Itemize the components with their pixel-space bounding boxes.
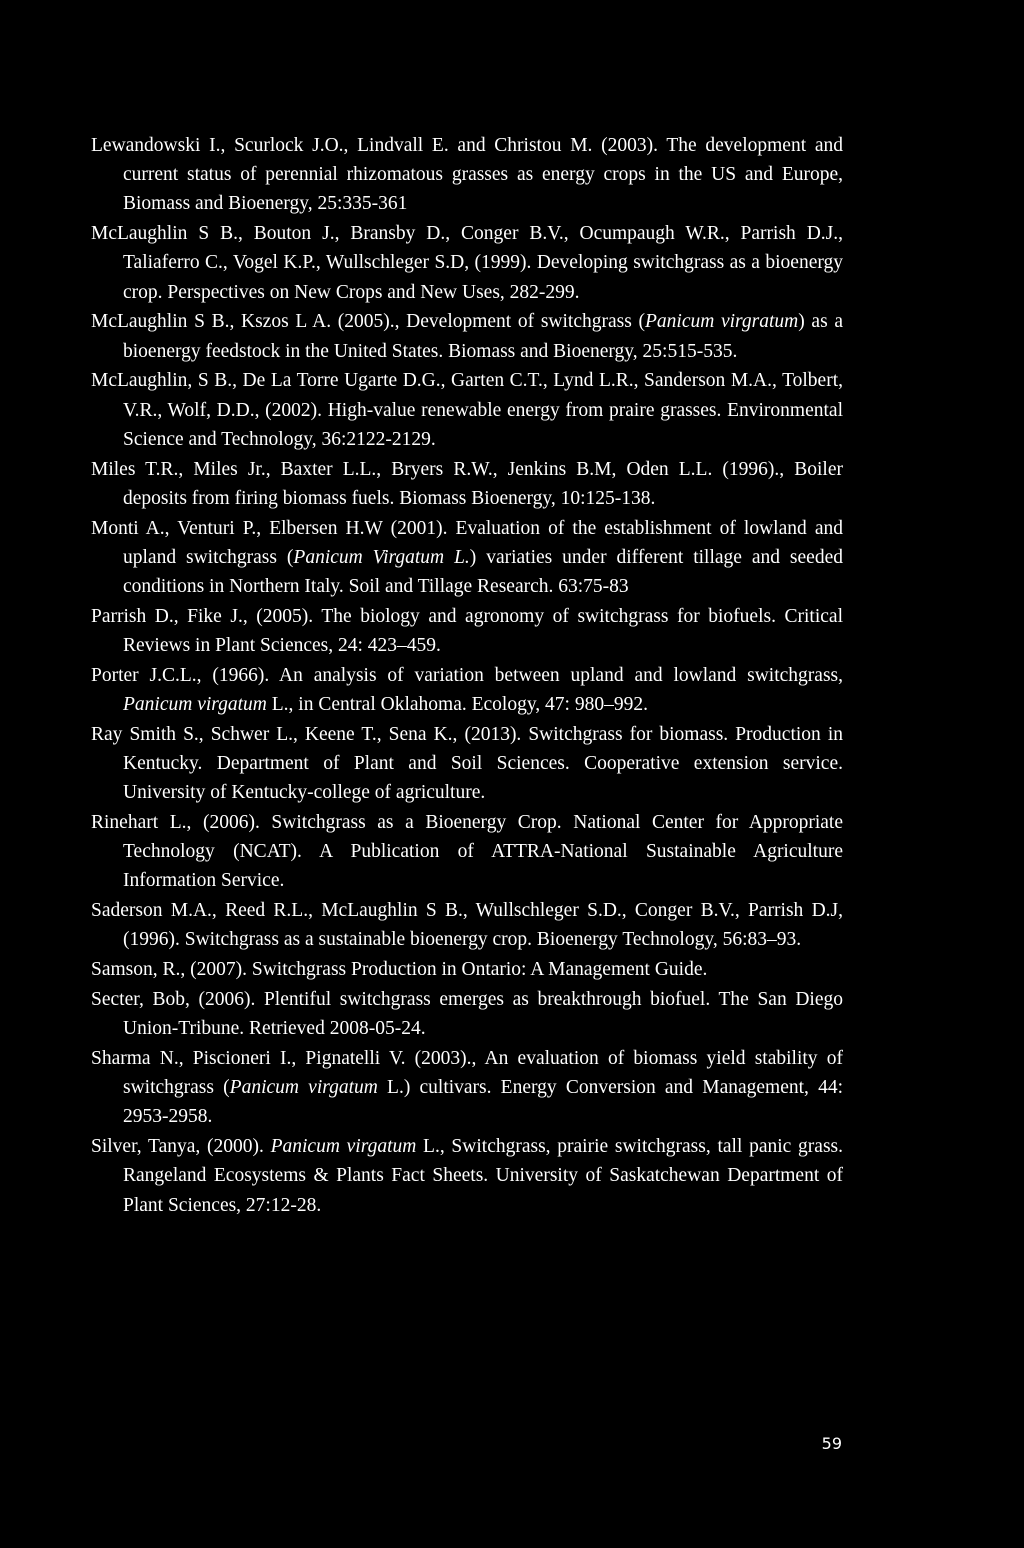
reference-entry [91,955,843,984]
reference-text: ) as a bioenergy feedstock in the United States. Biomass and Bioenergy, 25:515-535. [123,311,844,362]
reference-entry [91,1132,843,1220]
reference-text: Secter, Bob, (2006). Plentiful switchgrass emerges as breakthrough biofuel. The San Diego Union-Tribune. Retrieved 2008-05-24. [91,989,843,1040]
reference-text: Samson, R., (2007). Switchgrass Production in Ontario: A Management Guide. [91,959,708,981]
reference-italic-text: Panicum Virgatum L. [293,546,470,568]
reference-text: L., in Central Oklahoma. Ecology, 47: 980–992. [266,694,648,716]
reference-italic-text: Panicum virgratum [644,311,799,333]
reference-entry [91,307,843,365]
reference-entry [91,514,843,602]
reference-entry [91,896,843,954]
reference-text: Porter J.C.L., (1966). An analysis of variation between upland and lowland switchgrass, [91,664,843,686]
reference-list [91,131,843,1220]
reference-entry [91,219,843,307]
reference-italic-text: Panicum virgatum [123,694,267,716]
reference-text: Lewandowski I., Scurlock J.O., Lindvall E. and Christou M. (2003). The development and current status of perennial rhizomatous grasses as energy crops in the US and Europe, Biomass and Bioenergy, 25:335-361 [91,135,843,215]
reference-entry [91,455,843,513]
reference-text: L., Switchgrass, prairie switchgrass, tall panic grass. Rangeland Ecosystems & Plants Fact Sheets. University of Saskatchewan Department of Plant Sciences, 27:12-28. [123,1136,843,1216]
reference-text: Rinehart L., (2006). Switchgrass as a Bioenergy Crop. National Center for Appropriate Technology (NCAT). A Publication of ATTRA-National Sustainable Agriculture Information Service. [91,812,843,892]
reference-entry [91,366,843,454]
reference-text: L.) cultivars. Energy Conversion and Management, 44: 2953-2958. [123,1077,843,1128]
reference-entry [91,602,843,660]
reference-text: Miles T.R., Miles Jr., Baxter L.L., Bryers R.W., Jenkins B.M, Oden L.L. (1996)., Boiler deposits from firing biomass fuels. Biomass Bioenergy, 10:125-138. [91,458,843,509]
reference-text: Silver, Tanya, (2000). [91,1136,271,1158]
reference-text: Saderson M.A., Reed R.L., McLaughlin S B., Wullschleger S.D., Conger B.V., Parrish D.J, (1996). Switchgrass as a sustainable bioenergy crop. Bioenergy Technology, 56:83–93. [91,900,843,951]
reference-text: Parrish D., Fike J., (2005). The biology and agronomy of switchgrass for biofuels. Critical Reviews in Plant Sciences, 24: 423–459. [91,605,843,657]
reference-text: McLaughlin S B., Bouton J., Bransby D., Conger B.V., Ocumpaugh W.R., Parrish D.J., Taliaferro C., Vogel K.P., Wullschleger S.D, (1999). Developing switchgrass as a bioenergy crop. Perspectives on New Crops and New Uses, 282-299. [91,223,843,303]
page-number: 59 [821,1434,842,1453]
reference-text: ) variaties under different tillage and seeded conditions in Northern Italy. Soil and Tillage Research. 63:75-83 [123,546,843,598]
reference-italic-text: Panicum virgatum [229,1077,378,1099]
reference-entry [91,808,843,896]
reference-text: McLaughlin, S B., De La Torre Ugarte D.G., Garten C.T., Lynd L.R., Sanderson M.A., Tolbert, V.R., Wolf, D.D., (2002). High-value renewable energy from praire grasses. Environmental Science and Technology, 36:2122-2129. [91,370,843,450]
reference-entry [91,985,843,1043]
reference-text: McLaughlin S B., Kszos L A. (2005)., Development of switchgrass ( [91,311,645,333]
reference-entry [91,720,843,808]
reference-text: Sharma N., Piscioneri I., Pignatelli V. (2003)., An evaluation of biomass yield stability of switchgrass ( [91,1048,843,1099]
reference-entry [91,131,843,219]
reference-entry [91,661,843,719]
reference-entry [91,1044,843,1132]
reference-text: Monti A., Venturi P., Elbersen H.W (2001). Evaluation of the establishment of lowland and upland switchgrass ( [91,517,843,568]
reference-italic-text: Panicum virgatum [270,1136,417,1158]
reference-text: Ray Smith S., Schwer L., Keene T., Sena K., (2013). Switchgrass for biomass. Production in Kentucky. Department of Plant and Soil Sciences. Cooperative extension service. University of Kentucky-college of agriculture. [91,723,843,804]
